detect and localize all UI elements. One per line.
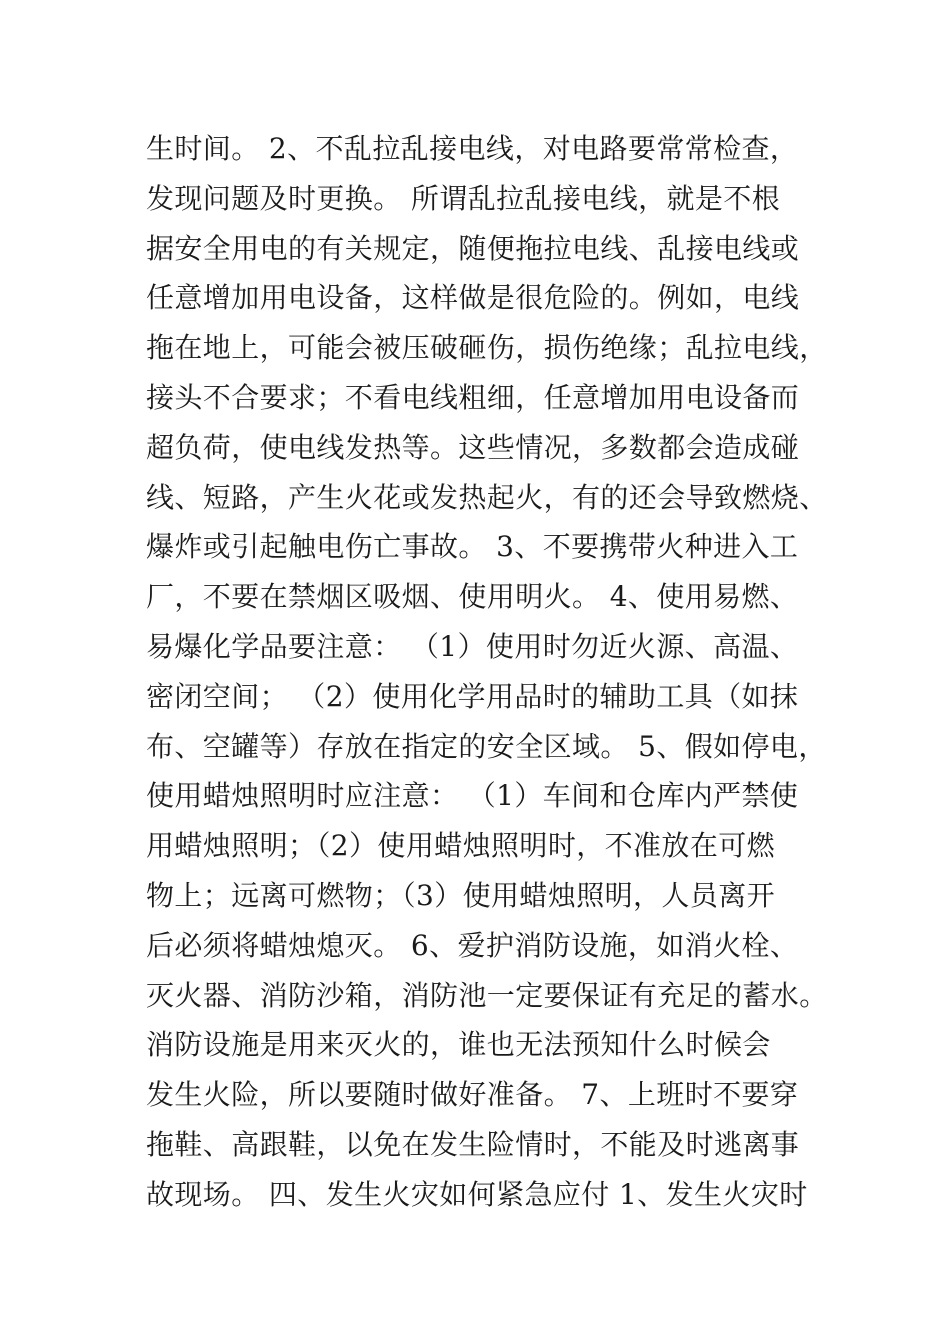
text-line: 超负荷，使电线发热等。这些情况，多数都会造成碰: [146, 430, 800, 464]
text-line: 后必须将蜡烛熄灭。 6、爱护消防设施，如消火栓、: [146, 928, 799, 962]
text-line: 生时间。 2、不乱拉乱接电线，对电路要常常检查，: [146, 132, 799, 165]
text-line: 灭火器、消防沙箱，消防池一定要保证有充足的蓄水。: [146, 978, 828, 1012]
text-line: 物上；远离可燃物；（3）使用蜡烛照明，人员离开: [146, 878, 776, 912]
text-line: 密闭空间； （2）使用化学用品时的辅助工具（如抹: [146, 679, 799, 713]
text-line: 拖在地上，可能会被压破砸伤，损伤绝缘；乱拉电线，: [146, 331, 828, 365]
text-line: 线、短路，产生火花或发热起火，有的还会导致燃烧、: [146, 480, 828, 514]
text-line: 厂，不要在禁烟区吸烟、使用明火。 4、使用易燃、: [146, 580, 799, 614]
text-line: 爆炸或引起触电伤亡事故。 3、不要携带火种进入工: [146, 530, 799, 564]
text-line: 用蜡烛照明；（2）使用蜡烛照明时，不准放在可燃: [146, 829, 776, 863]
text-line: 接头不合要求；不看电线粗细，任意增加用电设备而: [146, 380, 800, 414]
body-text: [146, 124, 826, 1220]
text-line: 消防设施是用来灭火的，谁也无法预知什么时候会: [146, 1028, 771, 1062]
text-line: 发生火险，所以要随时做好准备。 7、上班时不要穿: [146, 1078, 799, 1112]
text-line: 发现问题及时更换。 所谓乱拉乱接电线，就是不根: [146, 181, 781, 215]
text-line: 布、空罐等）存放在指定的安全区域。 5、假如停电，: [146, 729, 827, 763]
text-line: 故现场。 四、发生火灾如何紧急应付 1、发生火灾时: [146, 1177, 808, 1211]
text-line: 拖鞋、高跟鞋，以免在发生险情时，不能及时逃离事: [146, 1127, 800, 1161]
text-line: 任意增加用电设备，这样做是很危险的。例如，电线: [146, 281, 800, 315]
text-line: 易爆化学品要注意： （1）使用时勿近火源、高温、: [146, 629, 799, 663]
text-line: 使用蜡烛照明时应注意： （1）车间和仓库内严禁使: [146, 779, 799, 813]
text-line: 据安全用电的有关规定，随便拖拉电线、乱接电线或: [146, 231, 800, 265]
